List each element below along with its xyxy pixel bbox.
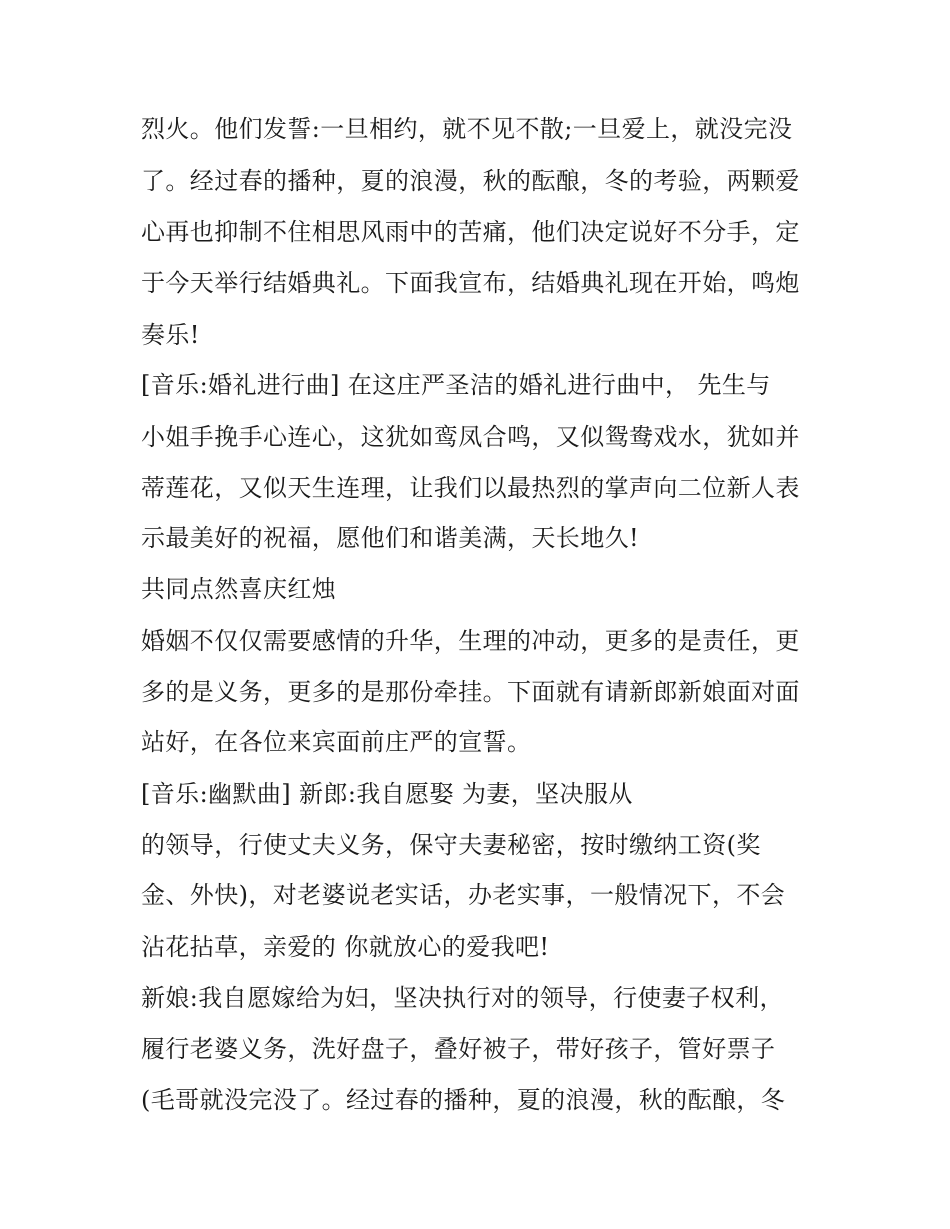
text-line: 共同点然喜庆红烛	[141, 575, 337, 603]
text-line: 多的是义务，更多的是那份牵挂。下面就有请新郎新娘面对面	[141, 678, 800, 706]
text-line: 烈火。他们发誓:一旦相约，就不见不散;一旦爱上，就没完没	[141, 115, 793, 143]
text-line: 于今天举行结婚典礼。下面我宣布，结婚典礼现在开始，鸣炮	[141, 269, 800, 297]
text-line: (毛哥就没完没了。经过春的播种，夏的浪漫，秋的酝酿，冬	[141, 1086, 786, 1114]
text-line: [音乐:婚礼进行曲] 在这庄严圣洁的婚礼进行曲中， 先生与	[141, 371, 771, 399]
text-line: [音乐:幽默曲] 新郎:我自愿娶 为妻，坚决服从	[141, 780, 633, 808]
text-line: 沾花拈草，亲爱的 你就放心的爱我吧!	[141, 933, 550, 961]
text-line: 婚姻不仅仅需要感情的升华，生理的冲动，更多的是责任，更	[141, 627, 800, 655]
text-line: 站好，在各位来宾面前庄严的宣誓。	[141, 728, 532, 756]
text-line: 蒂莲花，又似天生连理，让我们以最热烈的掌声向二位新人表	[141, 474, 800, 502]
text-line: 履行老婆义务，洗好盘子，叠好被子，带好孩子，管好票子	[141, 1035, 776, 1063]
text-line: 小姐手挽手心连心，这犹如鸾凤合鸣，又似鸳鸯戏水，犹如并	[141, 423, 800, 451]
text-line: 了。经过春的播种，夏的浪漫，秋的酝酿，冬的考验，两颗爱	[141, 167, 800, 195]
text-line: 示最美好的祝福，愿他们和谐美满，天长地久!	[141, 524, 640, 552]
text-line: 的领导，行使丈夫义务，保守夫妻秘密，按时缴纳工资(奖	[141, 831, 761, 859]
text-line: 心再也抑制不住相思风雨中的苦痛，他们决定说好不分手，定	[141, 218, 800, 246]
text-line: 奏乐!	[141, 321, 200, 349]
text-line: 金、外快)，对老婆说老实话，办老实事，一般情况下，不会	[141, 881, 786, 909]
text-line: 新娘:我自愿嫁给为妇，坚决执行对的领导，行使妻子权利，	[141, 984, 784, 1012]
